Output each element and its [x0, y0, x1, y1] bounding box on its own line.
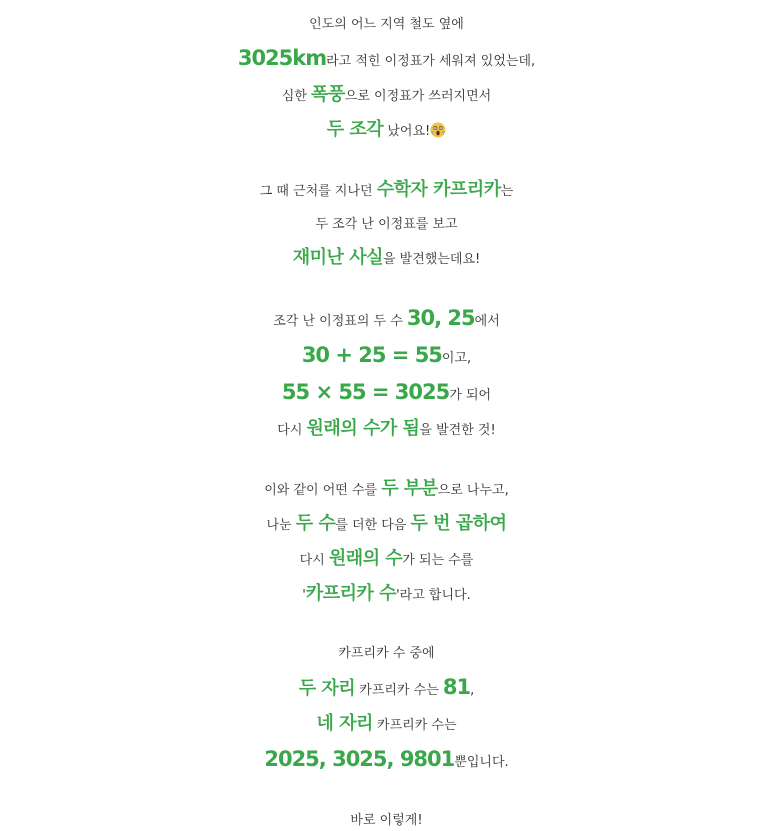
text-line [0, 248, 773, 270]
screaming-face-emoji-icon [430, 122, 446, 138]
text-segment: 가 되는 수를 [402, 553, 474, 568]
paragraph-gap [0, 773, 773, 811]
text-segment: 을 발견했는데요! [382, 252, 481, 267]
highlight-text: 원래의 수 [328, 548, 403, 569]
text-segment: 이고, [441, 351, 472, 366]
text-segment: 나눈 [266, 518, 296, 533]
text-line [0, 714, 773, 736]
text-line [0, 120, 773, 142]
text-line [0, 811, 773, 831]
text-line [0, 85, 773, 107]
highlight-text: 55 × 55 = 3025 [281, 380, 450, 404]
text-segment: 인도의 어느 지역 철도 옆에 [309, 17, 464, 32]
text-line [0, 644, 773, 664]
text-line [0, 382, 773, 406]
text-segment: 다시 [299, 553, 329, 568]
highlight-text: 두 수 [295, 513, 336, 534]
highlight-text: 3025km [237, 46, 327, 70]
text-line [0, 180, 773, 202]
text-segment: 조각 난 이정표의 두 수 [273, 314, 407, 329]
highlight-text: 81 [442, 675, 471, 699]
text-segment: 카프리카 수 중에 [338, 646, 435, 661]
text-segment: 다시 [277, 423, 307, 438]
highlight-text: 카프리카 수 [305, 583, 397, 604]
text-segment: 는 [500, 184, 514, 199]
text-segment: 를 더한 다음 [335, 518, 411, 533]
text-segment: 뿐입니다. [454, 755, 509, 770]
text-line [0, 479, 773, 501]
highlight-text: 수학자 카프리카 [376, 179, 501, 200]
text-segment: ' [302, 588, 306, 603]
text-line [0, 15, 773, 35]
text-segment: ' [396, 588, 400, 603]
text-line [0, 749, 773, 773]
text-segment: 가 되어 [449, 388, 492, 403]
text-segment: 에서 [474, 314, 500, 329]
paragraph-gap [0, 142, 773, 180]
highlight-text: 두 번 곱하여 [410, 513, 507, 534]
text-segment: 을 발견한 것! [419, 423, 496, 438]
text-segment: 그 때 근처를 지나던 [259, 184, 377, 199]
text-segment: 으로 이정표가 쓰러지면서 [344, 89, 492, 104]
highlight-text: 두 자리 [298, 678, 356, 699]
text-segment: 났어요! [383, 124, 431, 139]
highlight-text: 30 + 25 = 55 [301, 343, 442, 367]
text-line [0, 48, 773, 72]
paragraph-gap [0, 606, 773, 644]
text-line [0, 345, 773, 369]
text-line [0, 419, 773, 441]
text-segment: 심한 [281, 89, 312, 104]
highlight-text: 네 자리 [316, 713, 373, 734]
highlight-text: 폭풍 [311, 84, 345, 105]
text-line [0, 549, 773, 571]
text-segment: 라고 합니다. [399, 588, 471, 603]
text-segment: 라고 적힌 이정표가 세워져 있었는데, [326, 54, 536, 69]
text-line [0, 584, 773, 606]
highlight-text: 두 부분 [381, 478, 438, 499]
highlight-text: 재미난 사실 [292, 247, 383, 268]
paragraph-gap [0, 441, 773, 479]
text-segment: 두 조각 난 이정표를 보고 [315, 217, 458, 232]
text-line [0, 215, 773, 235]
text-segment: 바로 이렇게! [350, 813, 423, 828]
text-segment: 카프리카 수는 [355, 683, 443, 698]
text-segment: 이와 같이 어떤 수를 [264, 483, 382, 498]
text-line [0, 677, 773, 701]
text-segment: , [470, 683, 475, 698]
text-segment: 으로 나누고, [437, 483, 509, 498]
highlight-text: 두 조각 [326, 119, 384, 140]
highlight-text: 원래의 수가 됨 [306, 418, 420, 439]
text-segment: 카프리카 수는 [372, 718, 457, 733]
paragraph-gap [0, 270, 773, 308]
text-line [0, 308, 773, 332]
highlight-text: 2025, 3025, 9801 [264, 747, 455, 771]
highlight-text: 30, 25 [406, 306, 475, 330]
text-line [0, 514, 773, 536]
